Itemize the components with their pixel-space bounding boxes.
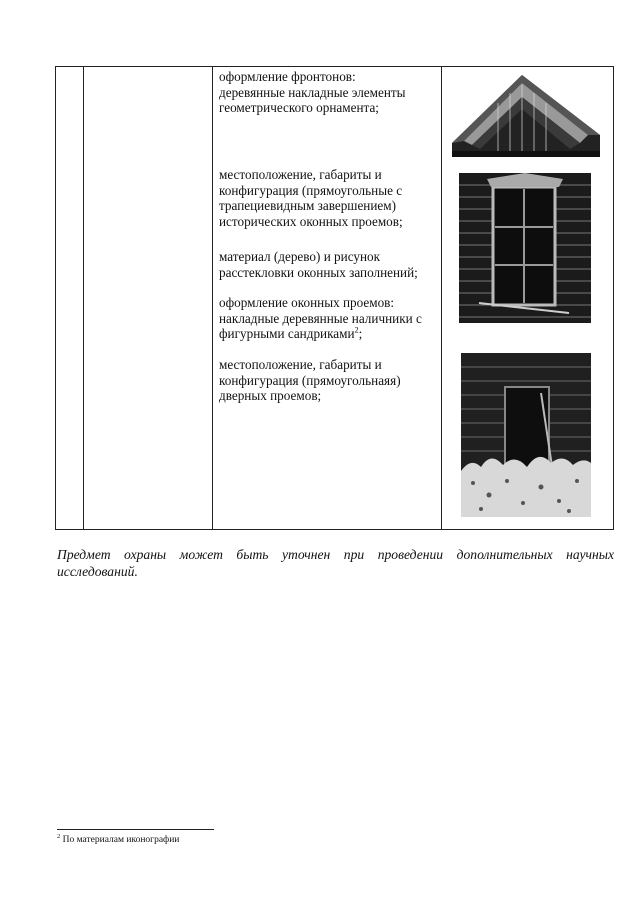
footnote-reference: 2 <box>354 325 359 335</box>
paragraph-window-glazing: материал (дерево) и рисунок расстекловки оконных заполнений; <box>219 249 418 280</box>
door-photo <box>461 353 591 517</box>
protection-subject-table <box>55 66 614 530</box>
table-column-divider <box>83 67 84 529</box>
paragraph-gable-decoration: оформление фронтонов: деревянные накладные элементы геометрического орнамента; <box>219 69 406 116</box>
paragraph-window-trim: оформление оконных проемов: накладные деревянные наличники с фигурными сандриками$^2$; <box>219 295 422 342</box>
footnote-separator <box>57 829 214 830</box>
footnote-text: По материалам иконографии <box>62 835 180 845</box>
paragraph-door-openings: местоположение, габариты и конфигурация (прямоугольнаяя) дверных проемов; <box>219 357 401 404</box>
window-photo <box>459 173 591 323</box>
footnote <box>57 834 179 846</box>
paragraph-window-openings: местоположение, габариты и конфигурация (прямоугольные с трапециевидным завершением) исторических оконных проемов; <box>219 167 403 229</box>
table-column-divider <box>441 67 442 529</box>
protection-note: Предмет охраны может быть уточнен при проведении дополнительных научных исследований. <box>57 546 614 579</box>
gable-photo <box>450 73 602 159</box>
table-column-divider <box>212 67 213 529</box>
footnote-number: 2 <box>57 832 61 840</box>
